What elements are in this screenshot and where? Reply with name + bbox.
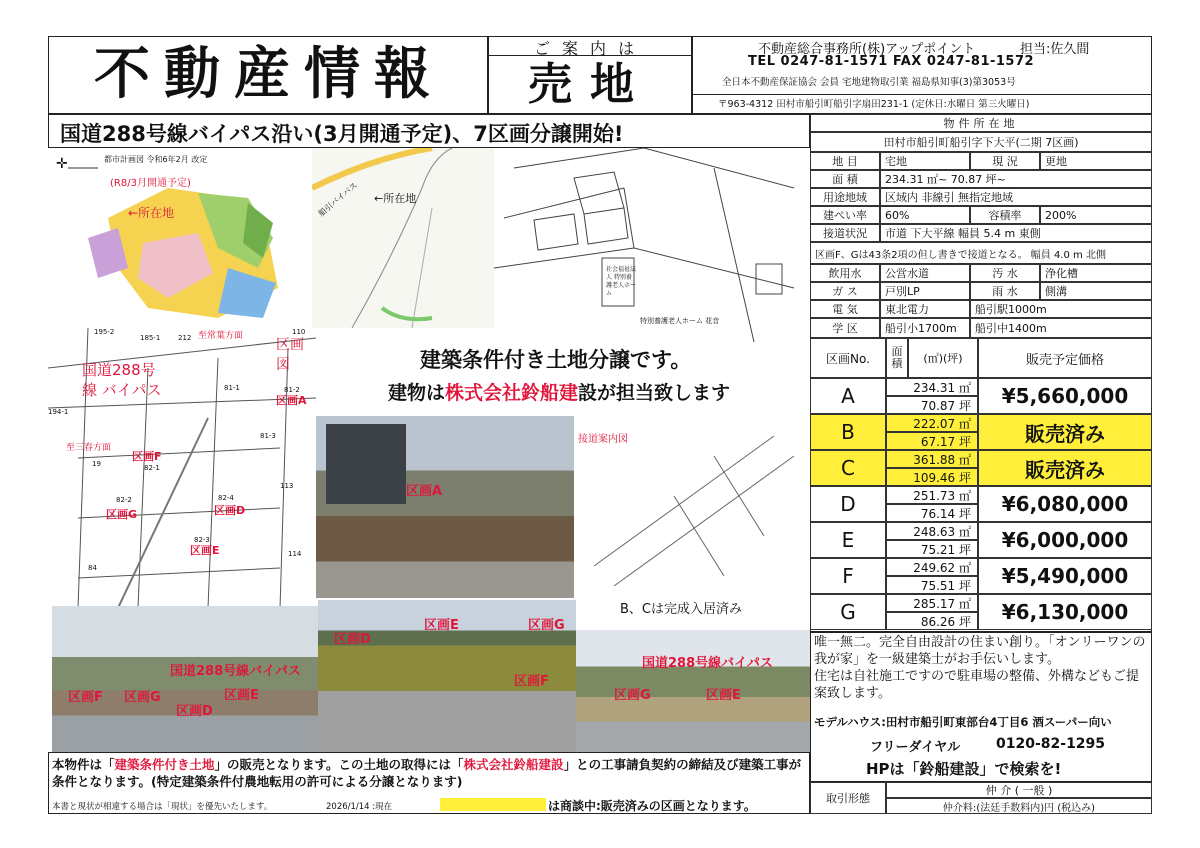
footer-date: 2026/1/14 :現在 bbox=[326, 802, 393, 812]
prop-label: ガ ス bbox=[810, 282, 880, 300]
plan-title: 都市計画図 令和6年2月 改定 bbox=[104, 155, 208, 164]
prop-value-wide: 区画F、Gは43条2項の但し書きで接道となる。 幅員 4.0 m 北側 bbox=[810, 242, 1152, 264]
transaction-fee: 仲介料:(法廷手数料内)円 (税込み) bbox=[886, 798, 1152, 814]
prop-label: 現 況 bbox=[970, 152, 1040, 170]
footer-legend: は商談中:販売済みの区画となります。 bbox=[548, 799, 756, 813]
footer-note-cond: 建築条件付き土地 bbox=[114, 757, 215, 772]
bypass-label: 船引バイパス bbox=[316, 180, 360, 219]
lot-map-parcel: 82-1 bbox=[144, 464, 160, 472]
prop-value: 公営水道 bbox=[880, 264, 970, 282]
prop-label: 汚 水 bbox=[970, 264, 1040, 282]
prop-value: 200% bbox=[1040, 206, 1152, 224]
notice-sub-pre: 建物は bbox=[388, 382, 446, 404]
agency-license: 全日本不動産保証協会 会員 宅地建物取引業 福島県知事(3)第3053号 bbox=[722, 77, 1016, 88]
price-row-lot: D bbox=[810, 486, 886, 522]
photo3-label: 区画G bbox=[124, 690, 161, 705]
prop-value: 東北電力 bbox=[880, 300, 970, 318]
photo3-label: 区画F bbox=[68, 690, 103, 705]
lot-map-parcel: 81-2 bbox=[284, 386, 300, 394]
property-location: 田村市船引町船引字下大平(二期 7区画) bbox=[810, 132, 1152, 152]
price-row-tsubo: 67.17 坪 bbox=[886, 432, 978, 450]
lot-label-g: 区画G bbox=[106, 508, 138, 521]
price-col-unit: (㎡)(坪) bbox=[908, 338, 978, 378]
price-col-lot: 区画No. bbox=[810, 338, 886, 378]
photo3-label: 区画D bbox=[176, 704, 213, 719]
prop-label: 用途地域 bbox=[810, 188, 880, 206]
price-row-tsubo: 86.26 坪 bbox=[886, 612, 978, 630]
footer-legend-swatch bbox=[440, 798, 546, 811]
price-row-sqm: 234.31 ㎡ bbox=[886, 378, 978, 396]
prop-value: 浄化槽 bbox=[1040, 264, 1152, 282]
photo-bypass-right bbox=[576, 630, 810, 752]
prop-value: 市道 下大平線 幅員 5.4 m 東側 bbox=[880, 224, 1152, 242]
price-row-lot: A bbox=[810, 378, 886, 414]
lot-map-north: 至常葉方面 bbox=[198, 331, 244, 341]
guide-label: ご案内は bbox=[488, 36, 692, 56]
prop-label: 建ぺい率 bbox=[810, 206, 880, 224]
lot-map-parcel: 195-2 bbox=[94, 328, 115, 336]
notice-main: 建築条件付き土地分譲です。 bbox=[420, 348, 692, 372]
lot-map-title: 区画図 bbox=[276, 337, 304, 373]
prop-value: 234.31 ㎡~ 70.87 坪~ bbox=[880, 170, 1152, 188]
lot-map-parcel: 114 bbox=[288, 550, 302, 558]
price-row-sqm: 361.88 ㎡ bbox=[886, 450, 978, 468]
photo2-label: 区画F bbox=[514, 674, 549, 689]
price-row-price: ¥6,000,000 bbox=[978, 522, 1152, 558]
price-row-lot: F bbox=[810, 558, 886, 594]
prop-value: 更地 bbox=[1040, 152, 1152, 170]
lot-label-f: 区画F bbox=[132, 450, 162, 463]
access-diagram bbox=[574, 416, 810, 598]
route-note: (R8/3月開通予定) bbox=[110, 178, 191, 189]
price-row-price: ¥6,130,000 bbox=[978, 594, 1152, 630]
promo-line2: 住宅は自社施工ですので駐車場の整備、外構などもご提案致します。 bbox=[814, 669, 1140, 701]
prop-label: 接道状況 bbox=[810, 224, 880, 242]
price-row-tsubo: 75.21 坪 bbox=[886, 540, 978, 558]
price-row-lot: C bbox=[810, 450, 886, 486]
photo4-label: 区画G bbox=[614, 688, 651, 703]
price-row-tsubo: 76.14 坪 bbox=[886, 504, 978, 522]
photo-house bbox=[326, 424, 406, 504]
agency-contact: TEL 0247-81-1571 FAX 0247-81-1572 bbox=[748, 54, 1035, 69]
prop-value: 宅地 bbox=[880, 152, 970, 170]
promo-line1: 唯一無二。完全自由設計の住まい創り。「オンリーワンの我が家」を一級建築士がお手伝いします。 bbox=[814, 635, 1146, 667]
prop-value: 区域内 非線引 無指定地域 bbox=[880, 188, 1152, 206]
price-row-tsubo: 75.51 坪 bbox=[886, 576, 978, 594]
price-row-sqm: 251.73 ㎡ bbox=[886, 486, 978, 504]
photo4-label: 区画E bbox=[706, 688, 741, 703]
prop-value: 船引小1700m bbox=[880, 318, 970, 338]
road-map bbox=[312, 148, 494, 328]
footer-note bbox=[52, 756, 804, 790]
price-row-sqm: 285.17 ㎡ bbox=[886, 594, 978, 612]
facility-b: 特別養護老人ホーム 花音 bbox=[640, 317, 720, 325]
bc-done-note: B、Cは完成入居済み bbox=[620, 602, 742, 617]
price-row-tsubo: 70.87 坪 bbox=[886, 396, 978, 414]
notice-sub bbox=[388, 378, 730, 405]
lot-label-e: 区画E bbox=[190, 544, 220, 557]
photo4-label: 国道288号線バイパス bbox=[642, 656, 773, 671]
site-plan bbox=[494, 148, 810, 342]
price-row-price: ¥5,490,000 bbox=[978, 558, 1152, 594]
price-row-lot: B bbox=[810, 414, 886, 450]
lot-map-parcel: 19 bbox=[92, 460, 101, 468]
price-row-sqm: 248.63 ㎡ bbox=[886, 522, 978, 540]
prop-label: 電 気 bbox=[810, 300, 880, 318]
lot-map-parcel: 113 bbox=[280, 482, 294, 490]
lot-map-parcel: 110 bbox=[292, 328, 306, 336]
lot-map-parcel: 212 bbox=[178, 334, 192, 342]
price-col-area: 面積 bbox=[886, 338, 908, 378]
access-map-label: 接道案内図 bbox=[578, 434, 628, 445]
lot-map-parcel: 84 bbox=[88, 564, 97, 572]
price-row-price: 販売済み bbox=[978, 414, 1152, 450]
north-arrow-icon: ✛ bbox=[56, 156, 68, 172]
prop-label: 地 目 bbox=[810, 152, 880, 170]
footer-disclaimer: 本書と現状が相違する場合は「現状」を優先いたします。 bbox=[52, 802, 273, 812]
price-row-lot: G bbox=[810, 594, 886, 630]
photo2-label: 区画G bbox=[528, 618, 565, 633]
lot-map-parcel: 185-1 bbox=[140, 334, 161, 342]
lot-label-a: 区画A bbox=[276, 394, 307, 407]
lot-map-parcel: 82-4 bbox=[218, 494, 234, 502]
footer-note-pre: 本物件は「 bbox=[52, 757, 115, 772]
notice-sub-post: 設が担当致します bbox=[578, 382, 731, 404]
price-row-tsubo: 109.46 坪 bbox=[886, 468, 978, 486]
free-dial-number: 0120-82-1295 bbox=[996, 736, 1106, 752]
prop-label: 学 区 bbox=[810, 318, 880, 338]
price-col-price: 販売予定価格 bbox=[978, 338, 1152, 378]
photo-lot-a bbox=[316, 416, 574, 598]
price-row-price: ¥6,080,000 bbox=[978, 486, 1152, 522]
prop-value: 船引駅1000m bbox=[970, 300, 1152, 318]
photo-bypass-left bbox=[52, 606, 318, 752]
lot-map-parcel: 81-3 bbox=[260, 432, 276, 440]
headline: 国道288号線バイパス沿い(3月開通予定)、7区画分譲開始! bbox=[60, 122, 624, 146]
facility-a: 社会福祉法人 特別養護老人ホーム bbox=[606, 266, 637, 297]
price-row-sqm: 249.62 ㎡ bbox=[886, 558, 978, 576]
photo3-label: 区画E bbox=[224, 688, 259, 703]
lot-map-south: 至三春方面 bbox=[66, 443, 112, 453]
category-label: 売地 bbox=[528, 59, 652, 110]
page-title: 不動産情報 bbox=[94, 42, 444, 107]
lot-map-parcel: 81-1 bbox=[224, 384, 240, 392]
agency-name: 不動産総合事務所(株)アップポイント bbox=[758, 42, 976, 57]
city-plan-map bbox=[48, 148, 312, 328]
free-dial-label: フリーダイヤル bbox=[870, 740, 961, 755]
plan-location-label: ←所在地 bbox=[128, 206, 175, 220]
footer-note-company: 株式会社鈴船建設 bbox=[463, 757, 564, 772]
prop-value: 60% bbox=[880, 206, 970, 224]
lot-label-d: 区画D bbox=[214, 504, 246, 517]
prop-label: 飲用水 bbox=[810, 264, 880, 282]
price-row-lot: E bbox=[810, 522, 886, 558]
prop-value: 側溝 bbox=[1040, 282, 1152, 300]
prop-label: 容積率 bbox=[970, 206, 1040, 224]
price-row-price: ¥5,660,000 bbox=[978, 378, 1152, 414]
lot-map-bypass: 国道288号線 バイパス bbox=[82, 361, 162, 399]
lot-map-parcel: 194-1 bbox=[48, 408, 69, 416]
agency-person: 担当:佐久間 bbox=[1020, 42, 1090, 57]
prop-label: 面 積 bbox=[810, 170, 880, 188]
footer-note-post: 」との工事請負契約の締結及び建築工事が条件となります。(特定建築条件付農地転用の許可による分譲となります) bbox=[52, 757, 802, 789]
road-location-label: ←所在地 bbox=[374, 192, 417, 205]
prop-value: 船引中1400m bbox=[970, 318, 1152, 338]
photo3-label: 国道288号線バイパス bbox=[170, 664, 301, 679]
prop-label: 雨 水 bbox=[970, 282, 1040, 300]
address-line: 〒963-4312 田村市船引町船引字扇田231-1 (定休日:水曜日 第三火曜日) bbox=[692, 94, 1152, 114]
lot-map bbox=[48, 328, 316, 608]
notice-sub-company: 株式会社鈴船建 bbox=[445, 382, 579, 404]
lot-map-parcel: 82-2 bbox=[116, 496, 132, 504]
price-row-sqm: 222.07 ㎡ bbox=[886, 414, 978, 432]
prop-value: 戸別LP bbox=[880, 282, 970, 300]
transaction-label: 取引形態 bbox=[810, 782, 886, 814]
photo2-label: 区画D bbox=[334, 632, 371, 647]
lot-map-parcel: 82-3 bbox=[194, 536, 210, 544]
search-note: HPは「鈴船建設」で検索を! bbox=[866, 760, 1062, 778]
property-section-title: 物件所在地 bbox=[810, 114, 1152, 132]
price-row-price: 販売済み bbox=[978, 450, 1152, 486]
photo1-label: 区画A bbox=[406, 484, 443, 499]
footer-note-mid: 」の販売となります。この土地の取得には「 bbox=[214, 757, 464, 772]
photo-lots-center bbox=[318, 600, 576, 752]
photo2-label: 区画E bbox=[424, 618, 459, 633]
model-house: モデルハウス:田村市船引町東部台4丁目6 酒スーパー向い bbox=[814, 715, 1112, 729]
transaction-type: 仲 介 ( 一般 ) bbox=[886, 782, 1152, 798]
